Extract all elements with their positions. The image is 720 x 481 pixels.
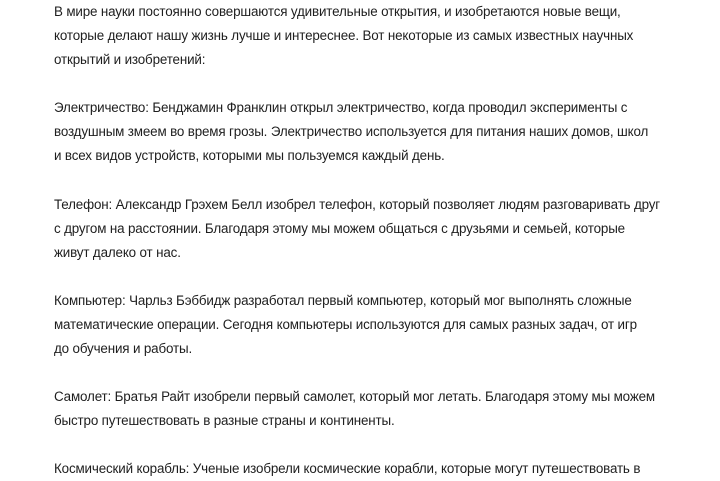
text-line: Телефон: Александр Грэхем Белл изобрел телефон, который позволяет людям разговаривать друг bbox=[54, 197, 661, 212]
text-line: которые делают нашу жизнь лучше и интереснее. Вот некоторые из самых известных научных bbox=[54, 28, 634, 43]
text-line: Самолет: Братья Райт изобрели первый самолет, который мог летать. Благодаря этому мы можем bbox=[54, 389, 655, 404]
paragraph-electricity bbox=[54, 96, 694, 168]
text-line: Электричество: Бенджамин Франклин открыл электричество, когда проводил эксперименты с bbox=[54, 100, 628, 115]
text-line: В мире науки постоянно совершаются удивительные открытия, и изобретаются новые вещи, bbox=[54, 4, 621, 19]
paragraph-spaceship bbox=[54, 457, 694, 481]
paragraph-telephone bbox=[54, 193, 694, 265]
text-line: с другом на расстоянии. Благодаря этому мы можем общаться с друзьями и семьей, которые bbox=[54, 221, 625, 236]
text-line: воздушным змеем во время грозы. Электричество используется для питания наших домов, школ bbox=[54, 124, 649, 139]
paragraph-computer bbox=[54, 289, 694, 361]
text-line: быстро путешествовать в разные страны и континенты. bbox=[54, 413, 395, 428]
text-line: до обучения и работы. bbox=[54, 341, 193, 356]
text-line: открытий и изобретений: bbox=[54, 52, 206, 67]
text-line: математические операции. Сегодня компьютеры используются для самых разных задач, от игр bbox=[54, 317, 637, 332]
text-line: Компьютер: Чарльз Бэббидж разработал первый компьютер, который мог выполнять сложные bbox=[54, 293, 632, 308]
text-line: Космический корабль: Ученые изобрели космические корабли, которые могут путешествовать в bbox=[54, 461, 641, 476]
text-line: живут далеко от нас. bbox=[54, 245, 181, 260]
paragraph-intro bbox=[54, 0, 694, 72]
paragraph-airplane bbox=[54, 385, 694, 433]
text-line: и всех видов устройств, которыми мы пользуемся каждый день. bbox=[54, 148, 445, 163]
